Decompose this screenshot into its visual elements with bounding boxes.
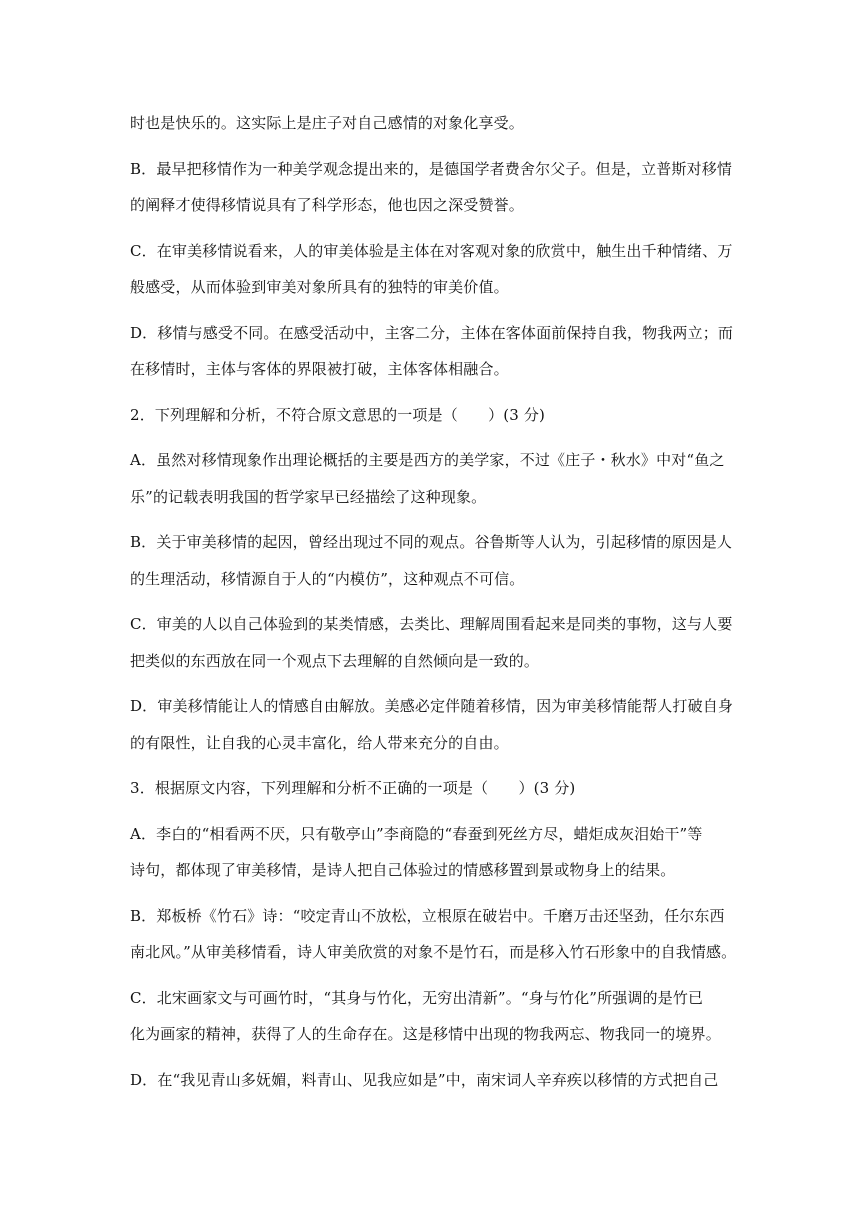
text-line: 时也是快乐的。这实际上是庄子对自己感情的对象化享受。 (130, 114, 524, 132)
text-line: 诗句，都体现了审美移情，是诗人把自己体验过的情感移置到景或物身上的结果。 (130, 861, 676, 879)
text-line: 乐”的记载表明我国的哲学家早已经描绘了这种现象。 (130, 488, 487, 506)
text-line: 化为画家的精神，获得了人的生命存在。这是移情中出现的物我两忘、物我同一的境界。 (130, 1025, 721, 1043)
text-line: B．郑板桥《竹石》诗：“咬定青山不放松，立根原在破岩中。千磨万击还坚劲，任尔东西 (130, 907, 725, 925)
text-line: 把类似的东西放在同一个观点下去理解的自然倾向是一致的。 (130, 652, 540, 670)
text-line: C．北宋画家文与可画竹时，“其身与竹化，无穷出清新”。“身与竹化”所强调的是竹已 (130, 989, 704, 1007)
text-line: 的阐释才使得移情说具有了科学形态，他也因之深受赞誉。 (130, 196, 524, 214)
text-line: A．虽然对移情现象作出理论概括的主要是西方的美学家，不过《庄子・秋水》中对“鱼之 (130, 451, 725, 469)
text-line: D．在“我见青山多妩媚，料青山、见我应如是”中，南宋词人辛弃疾以移情的方式把自己 (130, 1071, 719, 1089)
text-line: A．李白的“相看两不厌，只有敬亭山”李商隐的“春蚕到死丝方尽，蜡炬成灰泪始干”等 (130, 825, 703, 843)
text-line: 南北风。”从审美移情看，诗人审美欣赏的对象不是竹石，而是移入竹石形象中的自我情感。 (130, 943, 737, 961)
text-line: D．审美移情能让人的情感自由解放。美感必定伴随着移情，因为审美移情能帮人打破自身 (130, 697, 734, 715)
question-heading: 2．下列理解和分析，不符合原文意思的一项是（ ）(3 分) (130, 406, 546, 424)
text-line: 在移情时，主体与客体的界限被打破，主体客体相融合。 (130, 360, 509, 378)
text-line: B．最早把移情作为一种美学观念提出来的，是德国学者费舍尔父子。但是，立普斯对移情 (130, 160, 733, 178)
text-line: C．在审美移情说看来，人的审美体验是主体在对客观对象的欣赏中，触生出千种情绪、万 (130, 242, 733, 260)
text-line: B．关于审美移情的起因，曾经出现过不同的观点。谷鲁斯等人认为，引起移情的原因是人 (130, 533, 733, 551)
text-line: 般感受，从而体验到审美对象所具有的独特的审美价值。 (130, 278, 509, 296)
text-line: C．审美的人以自己体验到的某类情感，去类比、理解周围看起来是同类的事物，这与人要 (130, 615, 733, 633)
text-line: 的生理活动，移情源自于人的“内模仿”，这种观点不可信。 (130, 570, 525, 588)
question-heading: 3．根据原文内容，下列理解和分析不正确的一项是（ ）(3 分) (130, 779, 576, 797)
text-line: D．移情与感受不同。在感受活动中，主客二分，主体在客体面前保持自我，物我两立；而 (130, 324, 734, 342)
text-line: 的有限性，让自我的心灵丰富化，给人带来充分的自由。 (130, 734, 509, 752)
